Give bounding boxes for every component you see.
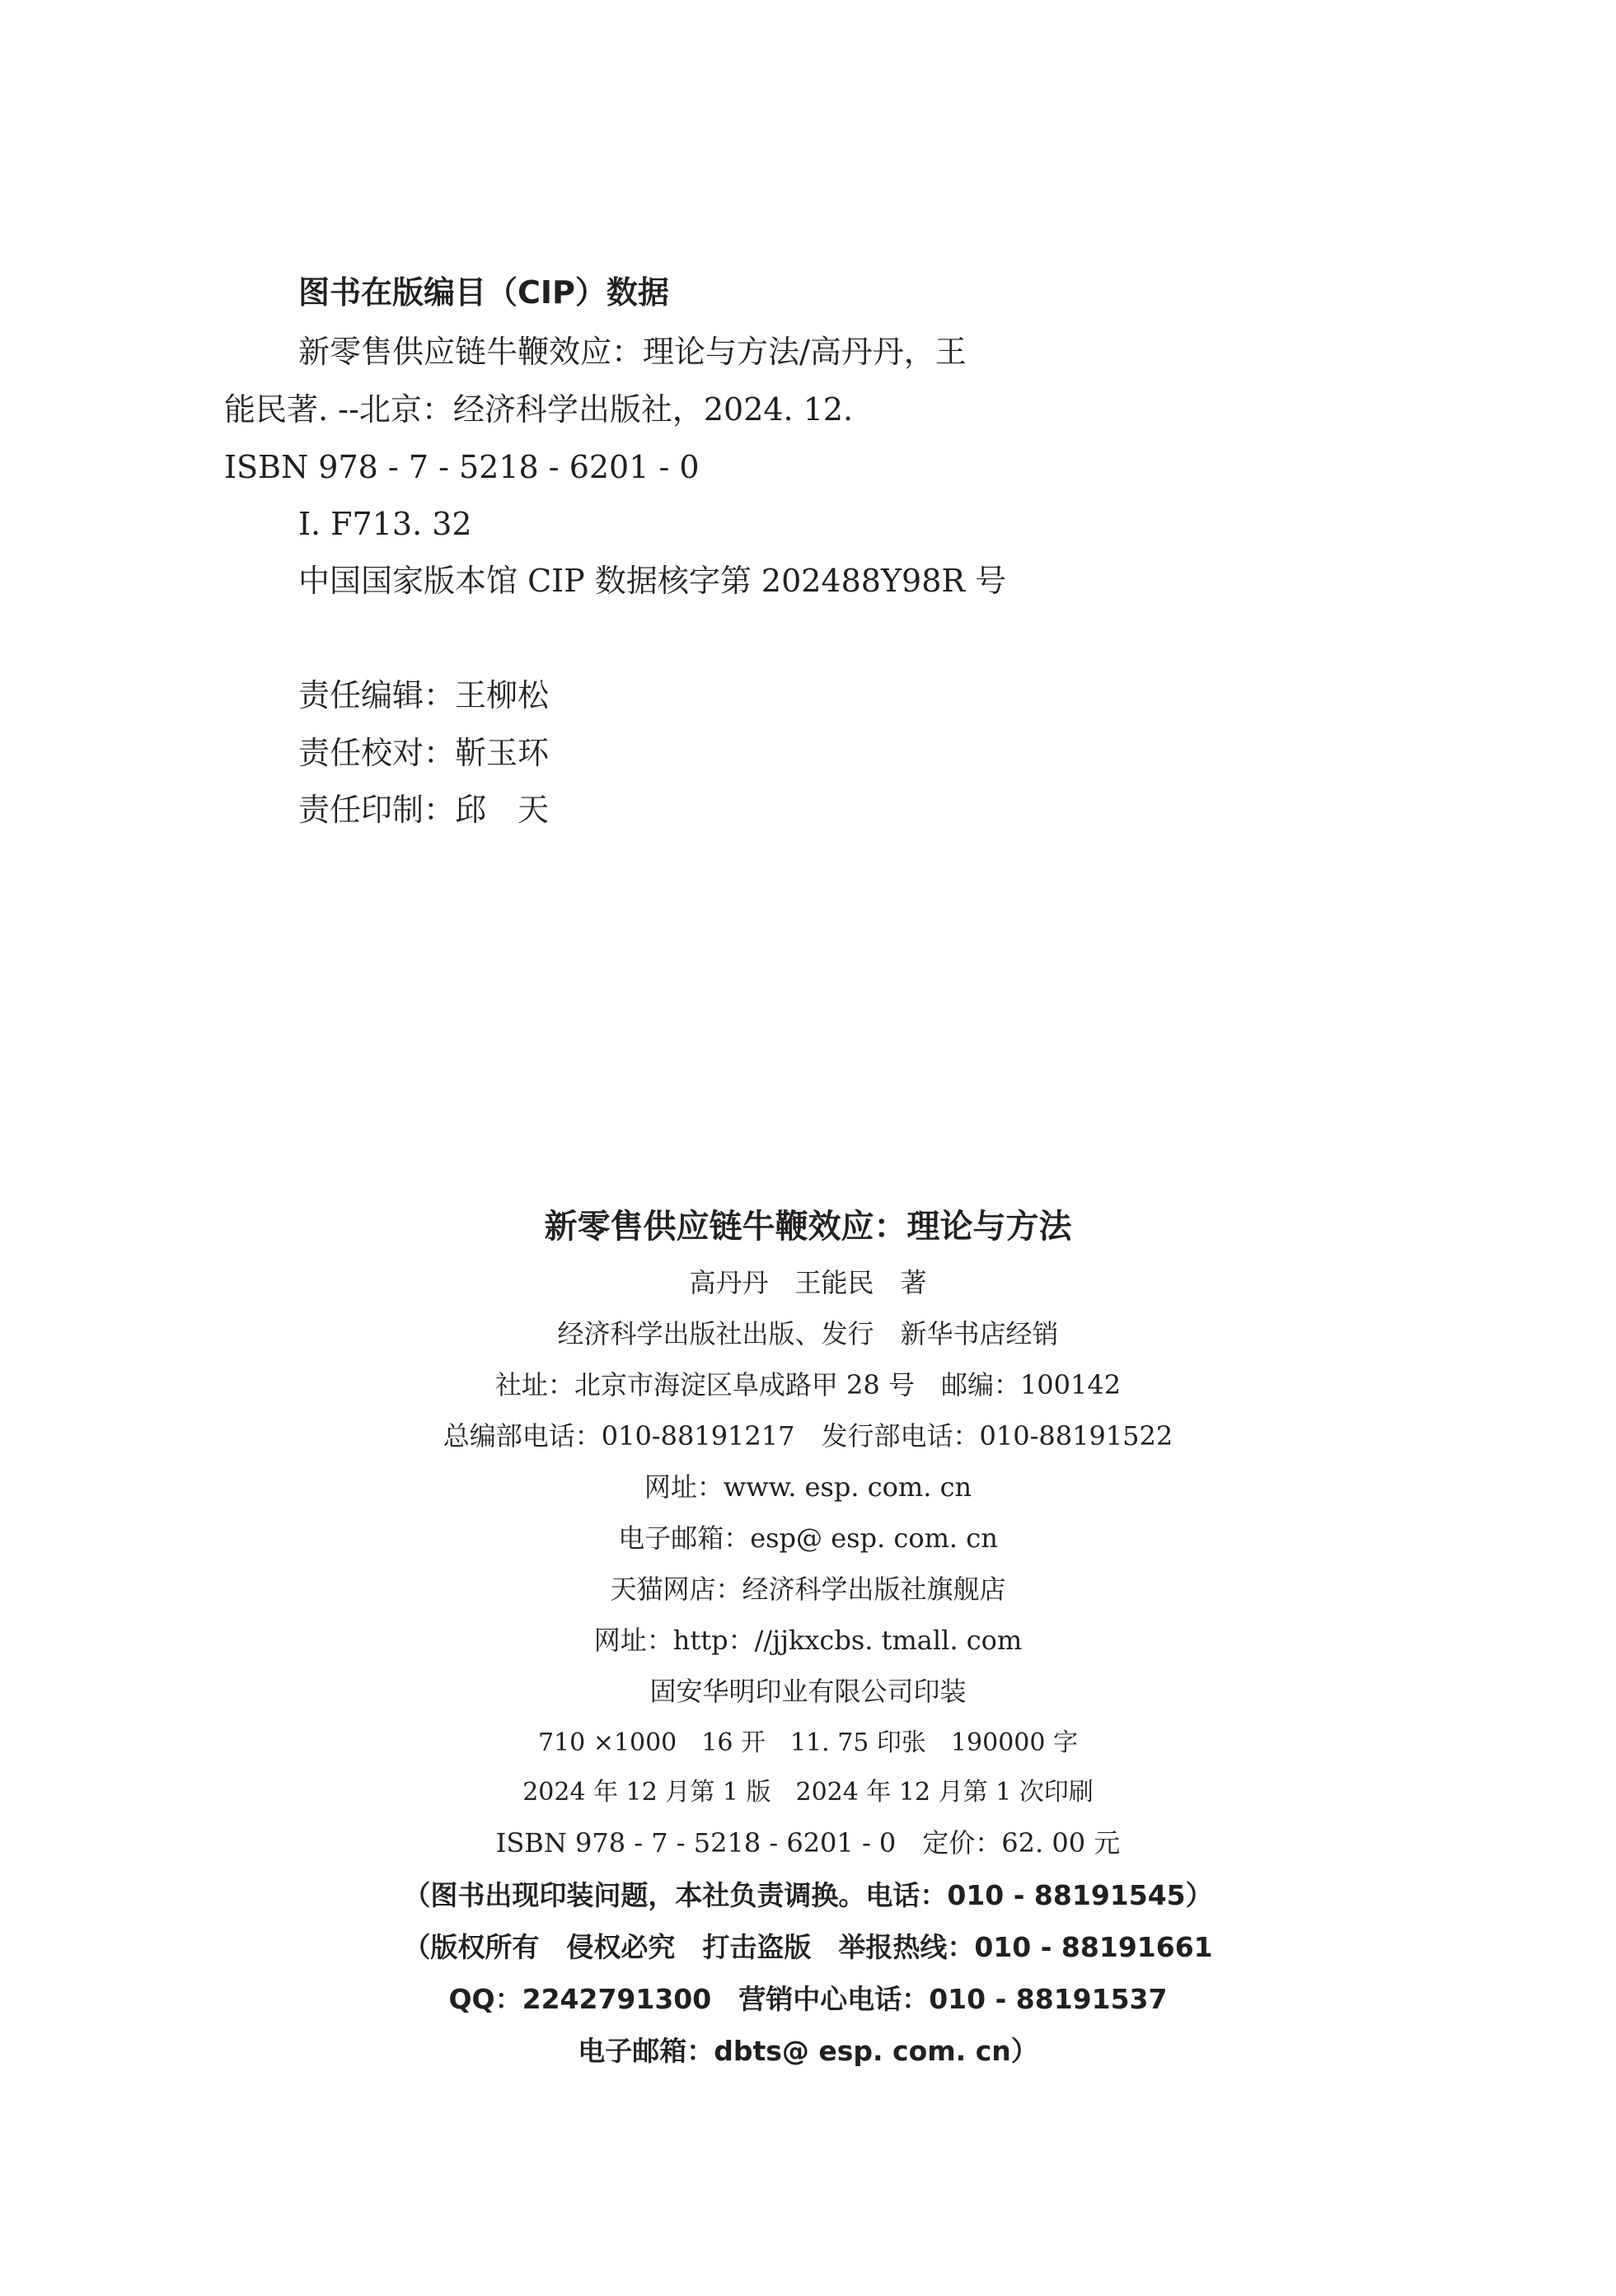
store-url: 网址：http：//jjkxcbs. tmall. com — [593, 1625, 1023, 1656]
cip-number: 中国国家版本馆 CIP 数据核字第 202488Y98R 号 — [298, 563, 1007, 599]
cip-heading: 图书在版编目（CIP）数据 — [298, 274, 669, 311]
format: 710 ×1000 16 开 11. 75 印张 190000 字 — [537, 1728, 1078, 1757]
notice-line-2: （版权所有 侵权必究 打击盗版 举报热线：010 - 88191661 — [403, 1931, 1213, 1963]
notice-line-3: QQ：2242791300 营销中心电话：010 - 88191537 — [448, 1983, 1168, 2015]
cip-entry-line-2: 能民著. --北京：经济科学出版社，2024. 12. — [224, 391, 854, 428]
website: 网址：www. esp. com. cn — [644, 1471, 972, 1503]
tmall-store: 天猫网店：经济科学出版社旗舰店 — [610, 1574, 1006, 1605]
cip-isbn: ISBN 978 - 7 - 5218 - 6201 - 0 — [224, 449, 700, 485]
printer: 固安华明印业有限公司印装 — [649, 1676, 967, 1707]
edition: 2024 年 12 月第 1 版 2024 年 12 月第 1 次印刷 — [522, 1778, 1094, 1807]
book-title: 新零售供应链牛鞭效应：理论与方法 — [544, 1208, 1072, 1246]
publisher: 经济科学出版社出版、发行 新华书店经销 — [557, 1318, 1059, 1349]
notice-line-4: 电子邮箱：dbts@ esp. com. cn） — [578, 2035, 1038, 2067]
email: 电子邮箱：esp@ esp. com. cn — [618, 1522, 998, 1554]
notice-line-1: （图书出现印装问题，本社负责调换。电话：010 - 88191545） — [403, 1879, 1213, 1911]
authors: 高丹丹 王能民 著 — [689, 1267, 927, 1298]
address: 社址：北京市海淀区阜成路甲 28 号 邮编：100142 — [494, 1369, 1122, 1401]
proofreader: 责任校对：靳玉环 — [298, 735, 550, 771]
cip-entry-line-1: 新零售供应链牛鞭效应：理论与方法/高丹丹，王 — [298, 334, 967, 370]
phones: 总编部电话：010-88191217 发行部电话：010-88191522 — [443, 1420, 1173, 1452]
print-manager: 责任印制：邱 天 — [298, 792, 550, 828]
cip-classification: Ⅰ. F713. 32 — [298, 506, 472, 542]
responsible-editor: 责任编辑：王柳松 — [298, 677, 550, 713]
isbn-price: ISBN 978 - 7 - 5218 - 6201 - 0 定价：62. 00 元 — [495, 1827, 1121, 1859]
